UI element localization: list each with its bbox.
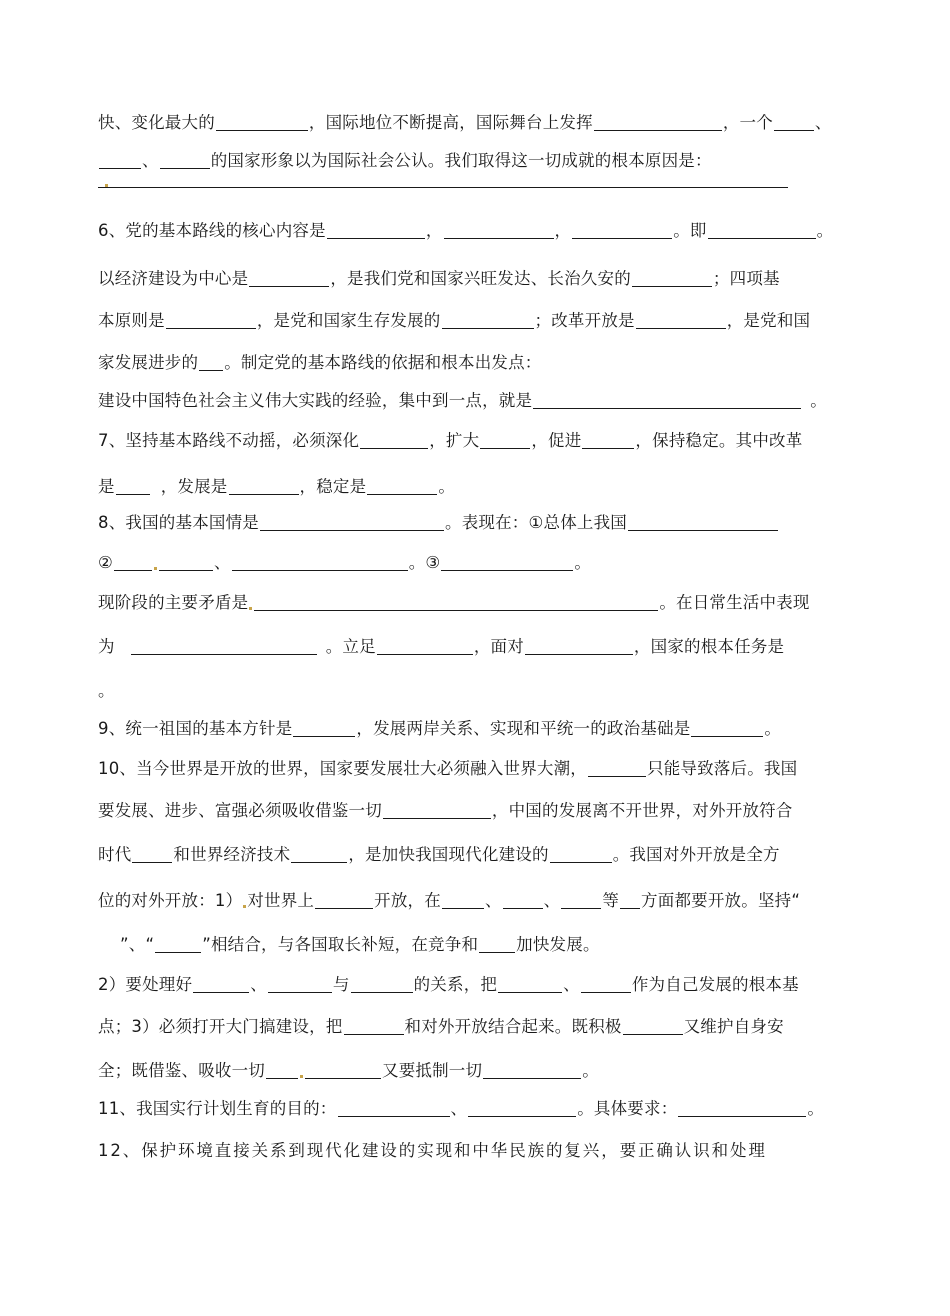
answer-blank[interactable] <box>229 478 299 495</box>
answer-blank[interactable] <box>249 270 329 287</box>
answer-blank[interactable] <box>628 514 778 531</box>
answer-blank[interactable] <box>155 936 201 953</box>
mark-dot <box>249 607 252 610</box>
answer-blank[interactable] <box>588 760 646 777</box>
text-line: 、 的国家形象以为国际社会公认。我们取得这一切成就的根本原因是： <box>98 150 712 172</box>
answer-blank[interactable] <box>632 270 712 287</box>
answer-blank[interactable] <box>344 1018 404 1035</box>
answer-blank[interactable] <box>444 222 554 239</box>
answer-blank[interactable] <box>99 152 141 169</box>
answer-blank[interactable] <box>678 1100 806 1117</box>
answer-blank[interactable] <box>116 478 150 495</box>
answer-blank[interactable] <box>260 514 444 531</box>
answer-blank[interactable] <box>708 222 816 239</box>
answer-blank[interactable] <box>572 222 672 239</box>
mark-dot <box>300 1075 303 1078</box>
answer-blank[interactable] <box>594 114 722 131</box>
answer-blank[interactable] <box>266 1062 298 1079</box>
mark-dot <box>105 184 108 187</box>
text-line: 本原则是 ，是党和国家生存发展的 ；改革开放是 ，是党和国 <box>98 311 811 330</box>
answer-blank[interactable] <box>216 114 308 131</box>
text-line: 7、坚持基本路线不动摇，必须深化 ，扩大 ，促进 ，保持稳定。其中改革 <box>98 431 803 450</box>
answer-blank[interactable] <box>691 720 763 737</box>
text-line: 12、保护环境直接关系到现代化建设的实现和中华民族的复兴，要正确认识和处理 <box>98 1141 767 1160</box>
text-line: 位的对外开放：1） 对世界上 开放，在 、 、 等 方面都要开放。坚持“ <box>98 891 801 910</box>
answer-blank[interactable] <box>550 846 612 863</box>
text-line: 快、变化最大的 ，国际地位不断提高，国际舞台上发挥 ，一个 、 <box>98 113 832 132</box>
text-line: 2）要处理好 、 与 的关系，把 、 作为自己发展的根本基 <box>98 975 799 994</box>
answer-blank[interactable] <box>166 312 256 329</box>
answer-blank[interactable] <box>268 976 332 993</box>
answer-blank[interactable] <box>351 976 413 993</box>
answer-blank[interactable] <box>483 1062 581 1079</box>
answer-blank[interactable] <box>636 312 726 329</box>
answer-blank[interactable] <box>498 976 562 993</box>
answer-blank[interactable] <box>442 892 484 909</box>
text-line: 9、统一祖国的基本方针是 ，发展两岸关系、实现和平统一的政治基础是 。 <box>98 719 782 738</box>
text-line: 点；3）必须打开大门搞建设，把 和对外开放结合起来。既积极 又维护自身安 <box>98 1017 784 1036</box>
text-line: 11、我国实行计划生育的目的： 、 。具体要求： 。 <box>98 1099 825 1118</box>
answer-blank[interactable] <box>377 638 473 655</box>
text-line: 家发展进步的 。制定党的基本路线的依据和根本出发点： <box>98 353 542 372</box>
answer-blank[interactable] <box>338 1100 450 1117</box>
text-line: 是 ，发展是 ，稳定是 。 <box>98 477 456 496</box>
answer-blank[interactable] <box>479 936 515 953</box>
text-line: ② 、 。③ 。 <box>98 553 592 572</box>
answer-blank[interactable] <box>480 432 530 449</box>
text-line: 建设中国特色社会主义伟大实践的经验，集中到一点，就是 。 <box>98 391 827 410</box>
text-line: 。 <box>98 681 115 700</box>
answer-blank[interactable] <box>254 594 658 611</box>
answer-blank[interactable] <box>383 802 491 819</box>
answer-blank[interactable] <box>623 1018 683 1035</box>
mark-dot <box>243 905 246 908</box>
answer-blank[interactable] <box>367 478 437 495</box>
answer-blank[interactable] <box>131 638 317 655</box>
answer-blank[interactable] <box>132 846 172 863</box>
text-line: 6、党的基本路线的核心内容是 ， ， 。即 。 <box>98 221 834 240</box>
answer-blank[interactable] <box>159 554 213 571</box>
text-line: 以经济建设为中心是 ，是我们党和国家兴旺发达、长治久安的 ；四项基 <box>98 269 780 288</box>
answer-blank[interactable] <box>315 892 373 909</box>
text-line: 现阶段的主要矛盾是 。在日常生活中表现 <box>98 593 810 612</box>
text-line: ”、“ ”相结合，与各国取长补短，在竞争和 加快发展。 <box>120 935 600 954</box>
answer-blank[interactable] <box>503 892 543 909</box>
answer-blank[interactable] <box>468 1100 576 1117</box>
mark-dot <box>154 567 157 570</box>
answer-blank[interactable] <box>582 432 634 449</box>
answer-blank[interactable] <box>525 638 633 655</box>
answer-blank[interactable] <box>305 1062 381 1079</box>
answer-blank[interactable] <box>533 392 801 409</box>
answer-blank[interactable] <box>442 312 534 329</box>
answer-blank[interactable] <box>193 976 249 993</box>
text-line: 全；既借鉴、吸收一切 又要抵制一切 。 <box>98 1061 599 1080</box>
text-line: 时代 和世界经济技术 ，是加快我国现代化建设的 。我国对外开放是全方 <box>98 845 780 864</box>
answer-blank[interactable] <box>160 152 210 169</box>
answer-blank[interactable] <box>360 432 428 449</box>
answer-blank[interactable] <box>114 554 152 571</box>
answer-blank[interactable] <box>291 846 347 863</box>
text-line: 10、当今世界是开放的世界，国家要发展壮大必须融入世界大潮， 只能导致落后。我国 <box>98 759 798 778</box>
answer-blank[interactable] <box>620 892 640 909</box>
answer-blank[interactable] <box>441 554 573 571</box>
answer-blank[interactable] <box>232 554 408 571</box>
answer-line[interactable] <box>98 187 788 188</box>
answer-blank[interactable] <box>581 976 631 993</box>
text-line: 要发展、进步、富强必须吸收借鉴一切 ，中国的发展离不开世界，对外开放符合 <box>98 801 793 820</box>
answer-blank[interactable] <box>199 354 223 371</box>
answer-blank[interactable] <box>774 114 814 131</box>
text-line: 为 。立足 ，面对 ，国家的根本任务是 <box>98 637 785 656</box>
answer-blank[interactable] <box>561 892 601 909</box>
text-line: 8、我国的基本国情是 。表现在：①总体上我国 <box>98 512 779 534</box>
answer-blank[interactable] <box>327 222 425 239</box>
answer-blank[interactable] <box>293 720 355 737</box>
